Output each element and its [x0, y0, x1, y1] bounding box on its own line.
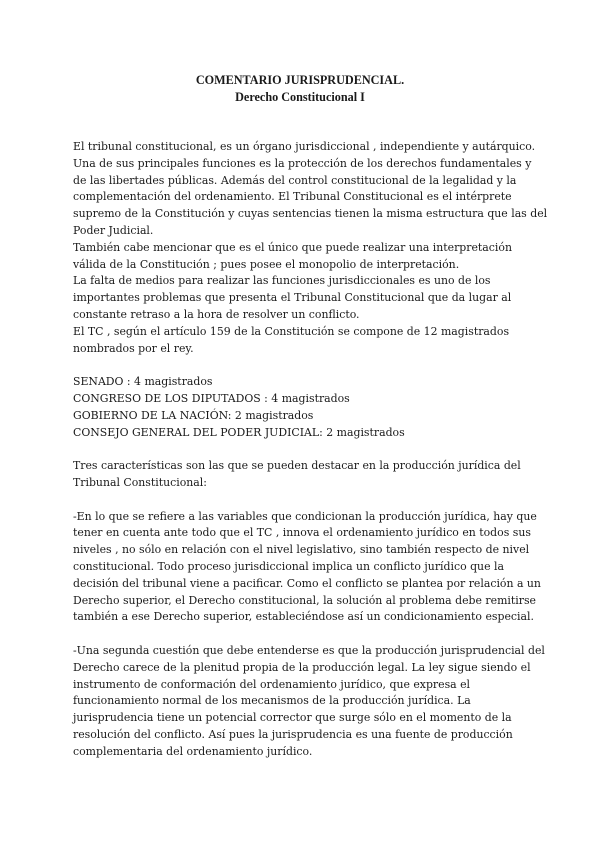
text-line: complementaria del ordenamiento jurídico.	[73, 744, 313, 758]
text-line: El TC , según el artículo 159 de la Constitución se compone de 12 magistrados	[73, 324, 510, 338]
text-line: jurisprudencia tiene un potencial corrector que surge sólo en el momento de la	[73, 711, 512, 725]
paragraph-gap	[73, 492, 533, 509]
text-line: El tribunal constitucional, es un órgano jurisdiccional , independiente y autárquico.	[73, 140, 536, 153]
text-line: -En lo que se refiere a las variables que condicionan la producción jurídica, hay que	[73, 509, 537, 523]
text-line: nombrados por el rey.	[73, 341, 194, 355]
document-body	[73, 139, 548, 760]
document-title: COMENTARIO JURISPRUDENCIAL.	[195, 73, 405, 87]
text-line: Tribunal Constitucional:	[73, 475, 207, 489]
composition-list	[73, 374, 533, 441]
text-line: resolución del conflicto. Así pues la jurisprudencia es una fuente de producción	[73, 727, 513, 741]
text-line: supremo de la Constitución y cuyas sentencias tienen la misma estructura que las del	[73, 207, 548, 221]
text-line: decisión del tribunal viene a pacificar. Como el conflicto se plantea por relación a un	[73, 576, 541, 590]
text-line: instrumento de conformación del ordenamiento jurídico, que expresa el	[73, 677, 471, 691]
characteristics-intro	[73, 458, 533, 492]
intro-paragraph	[73, 139, 548, 357]
text-line: constante retraso a la hora de resolver un conflicto.	[73, 307, 360, 321]
text-line: -Una segunda cuestión que debe entenderse es que la producción jurisprudencial del	[73, 643, 545, 657]
text-line: constitucional. Todo proceso jurisdiccional implica un conflicto jurídico que la	[73, 559, 504, 573]
text-line: importantes problemas que presenta el Tribunal Constitucional que da lugar al	[73, 291, 512, 305]
text-line: Derecho carece de la plenitud propia de la producción legal. La ley sigue siendo el	[73, 660, 531, 674]
text-line: Tres características son las que se pueden destacar en la producción jurídica del	[73, 459, 521, 473]
document-subtitle: Derecho Constitucional I	[235, 90, 365, 104]
text-line: La falta de medios para realizar las funciones jurisdiccionales es uno de los	[73, 274, 491, 288]
point-two-paragraph	[73, 643, 545, 761]
paragraph-gap	[73, 441, 533, 458]
point-one-paragraph	[73, 509, 541, 627]
text-line: tener en cuenta ante todo que el TC , innova el ordenamiento jurídico en todos sus	[73, 526, 531, 540]
composition-item: GOBIERNO DE LA NACIÓN: 2 magistrados	[73, 408, 314, 422]
composition-item: CONSEJO GENERAL DEL PODER JUDICIAL: 2 magistrados	[73, 425, 405, 439]
text-line: Una de sus principales funciones es la protección de los derechos fundamentales y	[73, 156, 532, 170]
title-block	[0, 72, 600, 106]
text-line: También cabe mencionar que es el único que puede realizar una interpretación	[73, 240, 512, 254]
paragraph-gap	[73, 357, 533, 374]
text-line: de las libertades públicas. Además del control constitucional de la legalidad y la	[73, 173, 517, 187]
text-line: Derecho superior, el Derecho constitucional, la solución al problema debe remitirse	[73, 593, 536, 607]
composition-item: SENADO : 4 magistrados	[73, 375, 213, 389]
text-line: Poder Judicial.	[73, 223, 154, 237]
text-line: funcionamiento normal de los mecanismos de la producción jurídica. La	[73, 694, 471, 708]
text-line: niveles , no sólo en relación con el nivel legislativo, sino también respecto de nivel	[73, 543, 530, 557]
text-line: también a ese Derecho superior, estableciéndose así un condicionamiento especial.	[73, 610, 534, 624]
paragraph-gap	[73, 626, 533, 643]
text-line: complementación del ordenamiento. El Tribunal Constitucional es el intérprete	[73, 190, 512, 204]
text-line: válida de la Constitución ; pues posee el monopolio de interpretación.	[73, 257, 460, 271]
composition-item: CONGRESO DE LOS DIPUTADOS : 4 magistrados	[73, 391, 350, 405]
